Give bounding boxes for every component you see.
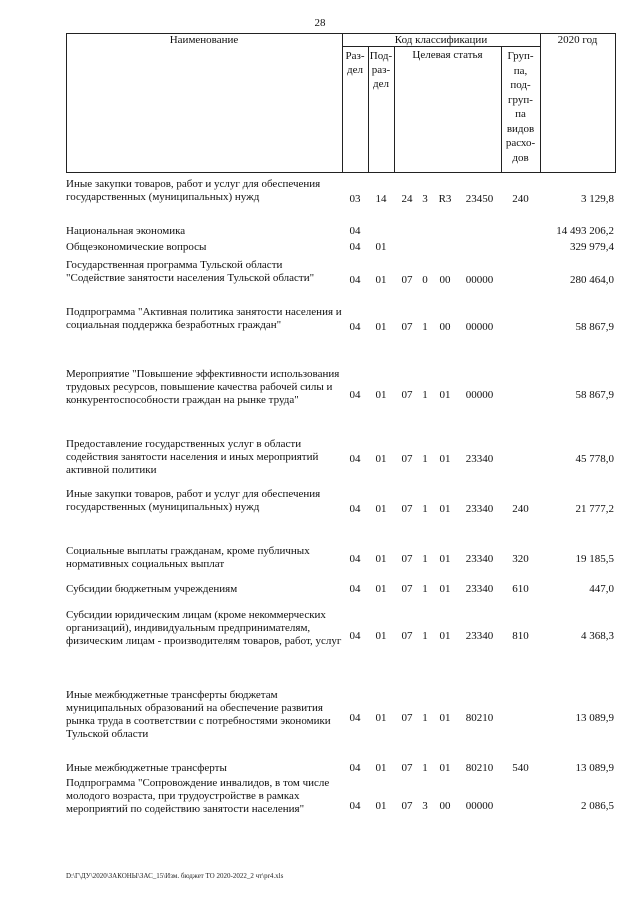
row-target-direction: 80210: [465, 762, 494, 774]
row-target-event: 01: [439, 630, 451, 642]
row-target-program: 07: [401, 274, 413, 286]
row-section: 04: [349, 583, 361, 595]
row-name: Иные межбюджетные трансферты бюджетам муниципальных образований на обеспечение развития рынка труда в соответствии с потребностями экономики Тульской области: [66, 689, 331, 740]
row-amount: 58 867,9: [575, 389, 614, 401]
header-group: Груп- па, под- груп- па видов расхо- дов: [505, 50, 536, 164]
row-name: Субсидии юридическим лицам (кроме некоммерческих организаций), индивидуальным предпринимателям, физическим лицам - производителям товаров, работ, услуг: [66, 609, 342, 647]
page-number: 28: [314, 17, 326, 29]
row-section: 04: [349, 453, 361, 465]
row-section: 04: [349, 553, 361, 565]
row-target-program: 07: [401, 389, 413, 401]
row-target-program: 07: [401, 712, 413, 724]
row-target-program: 07: [401, 630, 413, 642]
row-target-program: 24: [401, 193, 413, 205]
row-amount: 13 089,9: [575, 712, 614, 724]
row-amount: 58 867,9: [575, 321, 614, 333]
row-name: Общеэкономические вопросы: [66, 241, 207, 253]
row-amount: 45 778,0: [575, 453, 614, 465]
row-subsection: 01: [375, 553, 387, 565]
row-subsection: 01: [375, 241, 387, 253]
row-target-event: 00: [439, 800, 451, 812]
row-expense-type: 240: [512, 193, 529, 205]
header-name: Наименование: [169, 34, 239, 46]
row-target-event: 00: [439, 274, 451, 286]
row-target-direction: 00000: [465, 389, 494, 401]
row-name: Иные межбюджетные трансферты: [66, 762, 227, 774]
row-section: 04: [349, 800, 361, 812]
row-target-subprogram: 1: [422, 712, 428, 724]
row-target-subprogram: 1: [422, 321, 428, 333]
row-target-subprogram: 1: [422, 503, 428, 515]
row-expense-type: 540: [512, 762, 529, 774]
header-target: Целевая статья: [412, 49, 483, 61]
row-section: 04: [349, 630, 361, 642]
row-target-program: 07: [401, 583, 413, 595]
row-amount: 2 086,5: [581, 800, 614, 812]
row-target-subprogram: 3: [422, 193, 428, 205]
row-subsection: 14: [375, 193, 387, 205]
row-amount: 13 089,9: [575, 762, 614, 774]
row-subsection: 01: [375, 800, 387, 812]
row-subsection: 01: [375, 321, 387, 333]
row-section: 04: [349, 762, 361, 774]
row-amount: 280 464,0: [570, 274, 614, 286]
row-subsection: 01: [375, 630, 387, 642]
row-target-subprogram: 0: [422, 274, 428, 286]
row-subsection: 01: [375, 762, 387, 774]
row-amount: 19 185,5: [575, 553, 614, 565]
header-year: 2020 год: [557, 34, 598, 46]
row-target-event: 01: [439, 503, 451, 515]
row-subsection: 01: [375, 712, 387, 724]
file-path-footer: D:\Г\ДУ\2020\ЗАКОНЫ\ЗАС_15\Изм. бюджет ТО 2020-2022_2 чт\pr4.xls: [66, 872, 284, 880]
row-amount: 21 777,2: [575, 503, 614, 515]
row-target-subprogram: 1: [422, 583, 428, 595]
row-target-event: 01: [439, 583, 451, 595]
row-section: 04: [349, 321, 361, 333]
row-amount: 4 368,3: [581, 630, 614, 642]
row-subsection: 01: [375, 274, 387, 286]
row-target-direction: 00000: [465, 274, 494, 286]
header-section: Раз- дел: [345, 50, 365, 76]
row-target-direction: 80210: [465, 712, 494, 724]
row-target-direction: 23340: [465, 503, 494, 515]
row-name: Иные закупки товаров, работ и услуг для обеспечения государственных (муниципальных) нужд: [66, 488, 321, 513]
row-target-subprogram: 3: [422, 800, 428, 812]
row-target-direction: 23450: [465, 193, 494, 205]
row-target-program: 07: [401, 553, 413, 565]
row-amount: 447,0: [589, 583, 614, 595]
row-target-event: 01: [439, 453, 451, 465]
row-target-direction: 00000: [465, 800, 494, 812]
row-amount: 329 979,4: [570, 241, 614, 253]
row-target-event: 01: [439, 712, 451, 724]
row-target-program: 07: [401, 762, 413, 774]
row-target-program: 07: [401, 453, 413, 465]
row-target-subprogram: 1: [422, 389, 428, 401]
row-amount: 3 129,8: [581, 193, 614, 205]
row-target-direction: 23340: [465, 630, 494, 642]
row-section: 04: [349, 712, 361, 724]
row-section: 04: [349, 241, 361, 253]
row-target-event: 01: [439, 389, 451, 401]
row-subsection: 01: [375, 503, 387, 515]
row-section: 04: [349, 503, 361, 515]
row-subsection: 01: [375, 389, 387, 401]
row-target-subprogram: 1: [422, 553, 428, 565]
row-target-direction: 00000: [465, 321, 494, 333]
row-section: 04: [349, 225, 361, 237]
row-name: Социальные выплаты гражданам, кроме публичных нормативных социальных выплат: [66, 545, 310, 570]
row-target-direction: 23340: [465, 553, 494, 565]
header-subsection: Под- раз- дел: [369, 50, 393, 90]
row-amount: 14 493 206,2: [556, 225, 614, 237]
row-target-program: 07: [401, 321, 413, 333]
row-name: Предоставление государственных услуг в области содействия занятости населения и иных мероприятий активной политики: [66, 438, 319, 476]
row-section: 04: [349, 389, 361, 401]
row-target-subprogram: 1: [422, 453, 428, 465]
row-name: Субсидии бюджетным учреждениям: [66, 583, 238, 595]
row-target-subprogram: 1: [422, 762, 428, 774]
header-code: Код классификации: [394, 34, 488, 46]
row-expense-type: 610: [512, 583, 529, 595]
row-target-event: 00: [439, 321, 451, 333]
row-target-event: R3: [438, 193, 452, 205]
row-target-program: 07: [401, 503, 413, 515]
row-section: 04: [349, 274, 361, 286]
row-target-event: 01: [439, 762, 451, 774]
row-name: Национальная экономика: [66, 225, 186, 237]
row-name: Подпрограмма "Активная политика занятости населения и социальная поддержка безработных граждан": [66, 306, 342, 331]
row-expense-type: 810: [512, 630, 529, 642]
row-section: 03: [349, 193, 361, 205]
row-expense-type: 240: [512, 503, 529, 515]
row-name: Государственная программа Тульской области "Содействие занятости населения Тульской области": [66, 259, 315, 284]
row-target-program: 07: [401, 800, 413, 812]
row-name: Подпрограмма "Сопровождение инвалидов, в том числе молодого возраста, при трудоустройстве в рамках мероприятий по содействию занятости населения": [66, 777, 330, 815]
row-name: Иные закупки товаров, работ и услуг для обеспечения государственных (муниципальных) нужд: [66, 178, 321, 203]
row-subsection: 01: [375, 453, 387, 465]
row-target-direction: 23340: [465, 583, 494, 595]
row-target-direction: 23340: [465, 453, 494, 465]
row-target-event: 01: [439, 553, 451, 565]
row-name: Мероприятие "Повышение эффективности использования трудовых ресурсов, повышение качества рабочей силы и конкурентоспособности граждан на рынке труда": [66, 368, 340, 406]
row-expense-type: 320: [512, 553, 529, 565]
row-target-subprogram: 1: [422, 630, 428, 642]
row-subsection: 01: [375, 583, 387, 595]
